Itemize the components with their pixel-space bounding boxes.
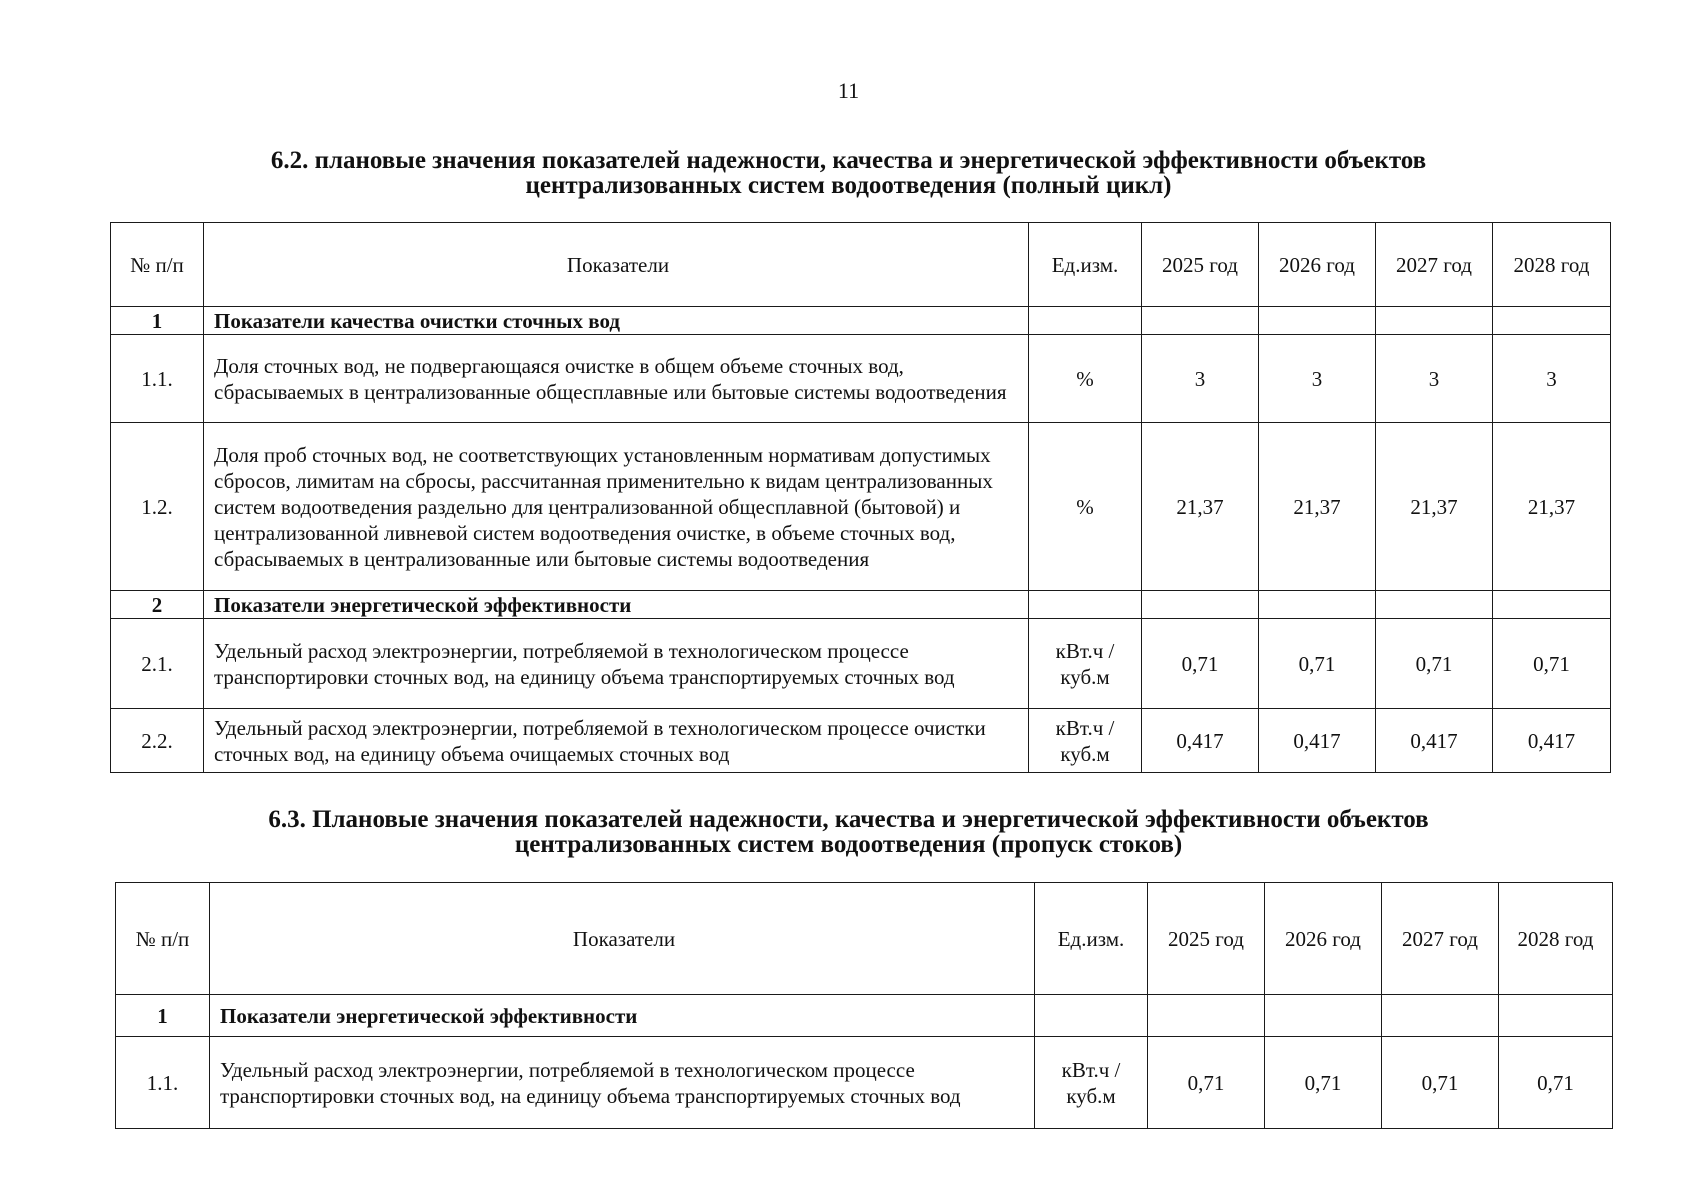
year-value: 0,71 <box>1493 619 1611 709</box>
year-value <box>1382 995 1499 1037</box>
column-header: 2026 год <box>1265 883 1382 995</box>
year-value: 3 <box>1493 335 1611 423</box>
year-value: 0,71 <box>1499 1037 1613 1129</box>
table-row <box>116 1037 1613 1129</box>
section-title-line: 6.3. Плановые значения показателей надежности, качества и энергетической эффективности объектов <box>268 806 1429 833</box>
row-number: 1.2. <box>111 423 204 591</box>
indicator-name: Удельный расход электроэнергии, потребляемой в технологическом процессе очистки сточных вод, на единицу объема очищаемых сточных вод <box>204 709 1029 773</box>
year-value <box>1148 995 1265 1037</box>
year-value: 0,417 <box>1376 709 1493 773</box>
year-value <box>1265 995 1382 1037</box>
table-row <box>111 423 1611 591</box>
section-title-line: 6.2. плановые значения показателей надежности, качества и энергетической эффективности объектов <box>270 147 1427 174</box>
year-value: 0,71 <box>1376 619 1493 709</box>
table-row <box>111 709 1611 773</box>
column-header: 2025 год <box>1148 883 1265 995</box>
year-value: 0,417 <box>1259 709 1376 773</box>
section-row <box>111 307 1611 335</box>
column-header: 2025 год <box>1142 223 1259 307</box>
indicator-name: Доля сточных вод, не подвергающаяся очистке в общем объеме сточных вод, сбрасываемых в централизованные общесплавные или бытовые системы водоотведения <box>204 335 1029 423</box>
year-value <box>1499 995 1613 1037</box>
table-body <box>111 223 1611 773</box>
row-number: 1.1. <box>116 1037 210 1129</box>
year-value: 21,37 <box>1493 423 1611 591</box>
row-number: 1 <box>116 995 210 1037</box>
unit-cell: % <box>1029 423 1142 591</box>
column-header: 2027 год <box>1382 883 1499 995</box>
year-value <box>1142 307 1259 335</box>
indicator-name: Показатели энергетической эффективности <box>210 995 1035 1037</box>
column-header: 2028 год <box>1493 223 1611 307</box>
year-value <box>1259 591 1376 619</box>
year-value: 0,417 <box>1142 709 1259 773</box>
column-header: 2027 год <box>1376 223 1493 307</box>
column-header: 2028 год <box>1499 883 1613 995</box>
year-value <box>1493 591 1611 619</box>
year-value: 0,71 <box>1142 619 1259 709</box>
table-row <box>111 619 1611 709</box>
column-header: Показатели <box>210 883 1035 995</box>
indicator-name: Удельный расход электроэнергии, потребляемой в технологическом процессе транспортировки сточных вод, на единицу объема транспортируемых сточных вод <box>210 1037 1035 1129</box>
section-row <box>116 995 1613 1037</box>
row-number: 2.2. <box>111 709 204 773</box>
year-value <box>1493 307 1611 335</box>
table-body <box>116 883 1613 1129</box>
year-value: 21,37 <box>1376 423 1493 591</box>
row-number: 2 <box>111 591 204 619</box>
column-header: № п/п <box>116 883 210 995</box>
year-value: 0,71 <box>1259 619 1376 709</box>
indicators-table-sewage-pass <box>115 882 1613 1129</box>
row-number: 1.1. <box>111 335 204 423</box>
year-value: 0,71 <box>1148 1037 1265 1129</box>
header-row <box>111 223 1611 307</box>
unit-cell: кВт.ч / куб.м <box>1029 619 1142 709</box>
year-value <box>1376 591 1493 619</box>
unit-cell: кВт.ч / куб.м <box>1035 1037 1148 1129</box>
table-row <box>111 335 1611 423</box>
section-title-line: централизованных систем водоотведения (пропуск стоков) <box>514 831 1183 858</box>
year-value: 3 <box>1142 335 1259 423</box>
indicator-name: Показатели энергетической эффективности <box>204 591 1029 619</box>
column-header: 2026 год <box>1259 223 1376 307</box>
year-value: 0,71 <box>1382 1037 1499 1129</box>
row-number: 2.1. <box>111 619 204 709</box>
year-value <box>1376 307 1493 335</box>
indicators-table-full-cycle <box>110 222 1611 773</box>
year-value: 21,37 <box>1142 423 1259 591</box>
unit-cell <box>1035 995 1148 1037</box>
year-value: 3 <box>1376 335 1493 423</box>
column-header: Показатели <box>204 223 1029 307</box>
section-title-6-3 <box>0 807 1697 857</box>
unit-cell <box>1029 591 1142 619</box>
indicator-name: Удельный расход электроэнергии, потребляемой в технологическом процессе транспортировки сточных вод, на единицу объема транспортируемых сточных вод <box>204 619 1029 709</box>
page-number: 11 <box>837 78 860 103</box>
section-title-line: централизованных систем водоотведения (полный цикл) <box>525 172 1172 199</box>
year-value: 3 <box>1259 335 1376 423</box>
indicator-name: Доля проб сточных вод, не соответствующих установленным нормативам допустимых сбросов, лимитам на сбросы, рассчитанная применительно к видам централизованных систем водоотведения раздельно для централизованной общесплавной (бытовой) и централизованной ливневой систем водоотведения очистке, в объеме сточных вод, сбрасываемых в централизованные или бытовые системы водоотведения <box>204 423 1029 591</box>
column-header: Ед.изм. <box>1029 223 1142 307</box>
unit-cell: кВт.ч / куб.м <box>1029 709 1142 773</box>
year-value: 0,417 <box>1493 709 1611 773</box>
row-number: 1 <box>111 307 204 335</box>
column-header: Ед.изм. <box>1035 883 1148 995</box>
section-title-6-2 <box>0 148 1697 198</box>
year-value: 21,37 <box>1259 423 1376 591</box>
year-value <box>1142 591 1259 619</box>
indicator-name: Показатели качества очистки сточных вод <box>204 307 1029 335</box>
section-row <box>111 591 1611 619</box>
year-value <box>1259 307 1376 335</box>
unit-cell: % <box>1029 335 1142 423</box>
header-row <box>116 883 1613 995</box>
unit-cell <box>1029 307 1142 335</box>
column-header: № п/п <box>111 223 204 307</box>
year-value: 0,71 <box>1265 1037 1382 1129</box>
